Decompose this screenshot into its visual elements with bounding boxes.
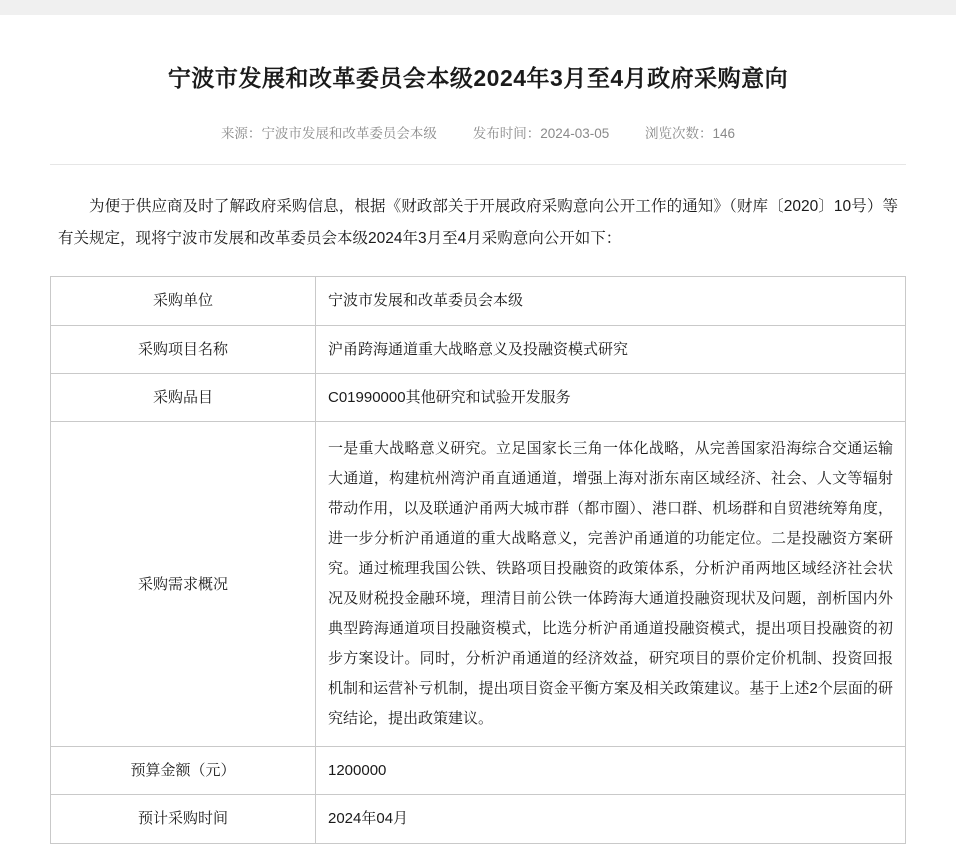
row-label: 预计采购时间	[51, 795, 316, 843]
meta-source-value: 宁波市发展和改革委员会本级	[261, 125, 437, 141]
row-label: 预算金额（元）	[51, 747, 316, 795]
document-header	[0, 15, 956, 164]
meta-views	[645, 122, 735, 142]
intro-paragraph: 为便于供应商及时了解政府采购信息，根据《财政部关于开展政府采购意向公开工作的通知》（财库〔2020〕10号）等有关规定，现将宁波市发展和改革委员会本级2024年3月至4月采购意向公开如下：	[58, 197, 898, 247]
table-row	[51, 277, 906, 325]
document-body	[0, 191, 956, 844]
meta-source-label: 来源：	[220, 125, 262, 141]
row-label: 采购单位	[51, 277, 316, 325]
table-row	[51, 422, 906, 747]
row-value: 沪甬跨海通道重大战略意义及投融资模式研究	[316, 325, 906, 373]
document-meta	[50, 122, 906, 164]
meta-publish-label: 发布时间：	[472, 125, 541, 141]
row-label: 采购项目名称	[51, 325, 316, 373]
meta-views-label: 浏览次数：	[645, 125, 713, 141]
meta-publish-value: 2024-03-05	[540, 125, 610, 141]
row-value: 1200000	[316, 747, 906, 795]
table-row	[51, 795, 906, 843]
meta-views-value: 146	[712, 125, 736, 141]
row-label: 采购品目	[51, 373, 316, 421]
procurement-table	[50, 276, 906, 843]
header-divider	[50, 164, 906, 165]
row-label: 采购需求概况	[51, 422, 316, 747]
meta-publish-time	[473, 122, 610, 142]
row-value: 一是重大战略意义研究。立足国家长三角一体化战略，从完善国家沿海综合交通运输大通道，构建杭州湾沪甬直通通道，增强上海对浙东南区域经济、社会、人文等辐射带动作用，以及联通沪甬两大城市群（都市圈）、港口群、机场群和自贸港统筹角度，进一步分析沪甬通道的重大战略意义，完善沪甬通道的功能定位。二是投融资方案研究。通过梳理我国公铁、铁路项目投融资的政策体系，分析沪甬两地区域经济社会状况及财税投金融环境，理清目前公铁一体跨海大通道投融资现状及问题，剖析国内外典型跨海通道项目投融资模式，比选分析沪甬通道投融资模式，提出项目投融资的初步方案设计。同时，分析沪甬通道的经济效益，研究项目的票价定价机制、投资回报机制和运营补亏机制，提出项目资金平衡方案及相关政策建议。基于上述2个层面的研究结论，提出政策建议。	[316, 422, 906, 747]
table-row	[51, 325, 906, 373]
table-row	[51, 747, 906, 795]
page-title: 宁波市发展和改革委员会本级2024年3月至4月政府采购意向	[167, 65, 789, 92]
row-value: 宁波市发展和改革委员会本级	[316, 277, 906, 325]
row-value: C01990000其他研究和试验开发服务	[316, 373, 906, 421]
meta-source	[221, 122, 437, 142]
row-value: 2024年04月	[316, 795, 906, 843]
table-row	[51, 373, 906, 421]
document-page	[0, 15, 956, 843]
